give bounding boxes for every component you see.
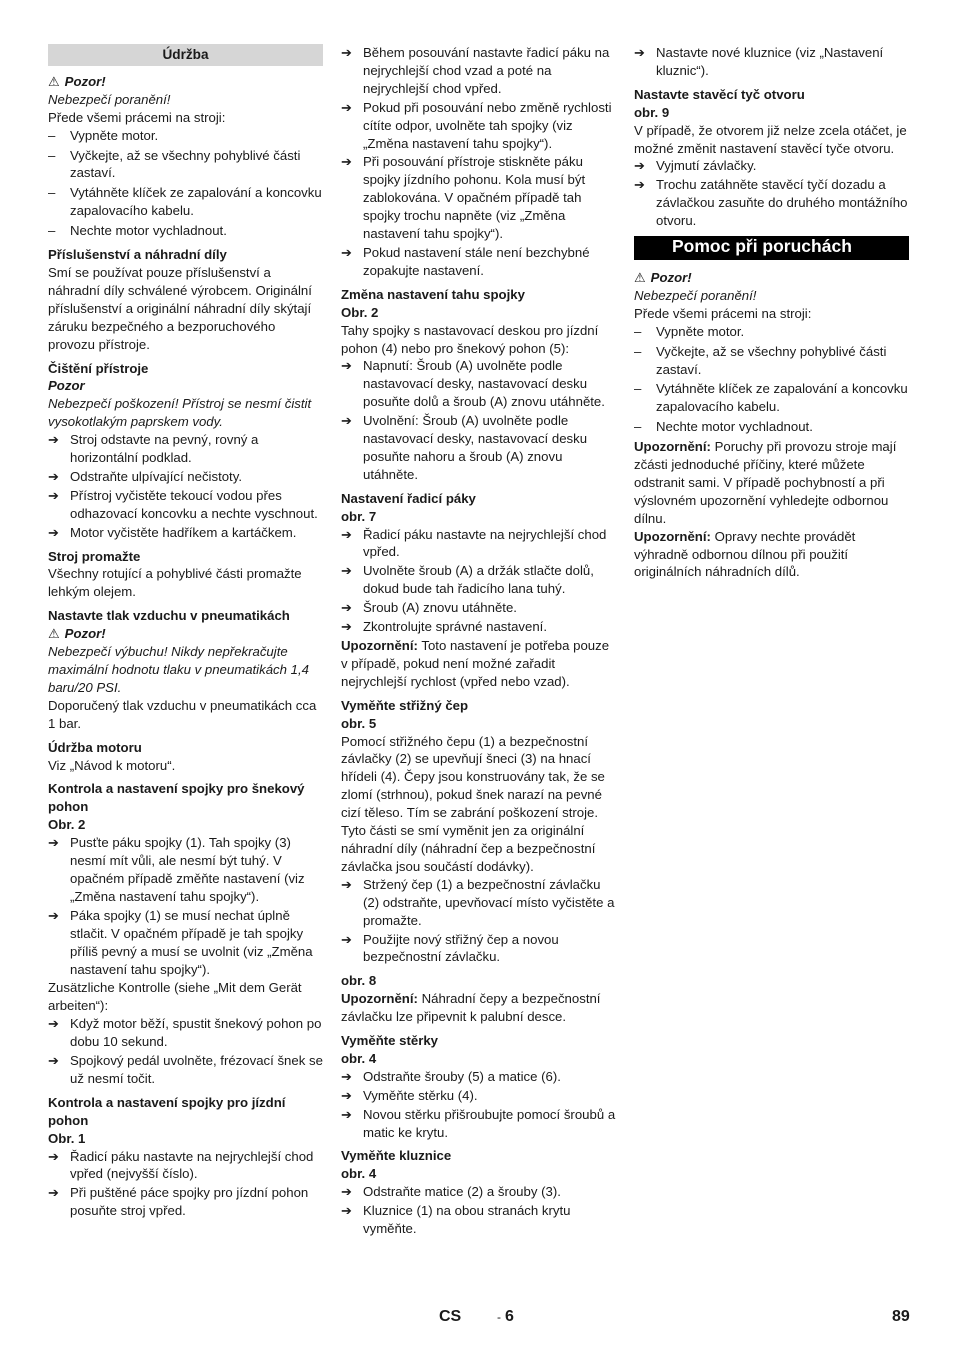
column-2 [341,44,616,1239]
paragraph: Zusätzliche Kontrolle (siehe „Mit dem Gerät arbeiten“): [48,980,302,1014]
list-item: ➔ Zkontrolujte správné nastavení. [341,619,547,635]
list-item: ➔ Pusťte páku spojky (1). Tah spojky (3) nesmí mít vůli, ale nesmí být tuhý. V opačném případě změňte nastavení (viz „Změna nastavení tahu spojky“). [48,835,305,904]
heading-promazte: Stroj promažte [48,548,141,564]
list-item: ➔ Stroj odstavte na pevný, rovný a horizontální podklad. [48,432,259,466]
danger-text: Nebezpečí poranění! [48,91,171,107]
note-paragraph: Upozornění: Opravy nechte provádět výhradně odbornou dílnou při použití originálních náhradních dílů. [634,528,856,580]
note-paragraph: Upozornění: Náhradní čepy a bezpečnostní závlačku lze připevnit k palubní desce. [341,991,601,1025]
arrow-icon: ➔ [341,600,353,616]
heading-kluznice: Vyměňte kluznice [341,1148,452,1164]
arrow-icon: ➔ [48,907,60,923]
note-paragraph: Upozornění: Toto nastavení je potřeba pouze v případě, pokud není možné zařadit nejrychlejší rychlost (vpřed nebo vzad). [341,638,610,689]
figure-ref: Obr. 2 [48,817,86,833]
heading-sterky: Vyměňte stěrky [341,1033,439,1049]
figure-ref: obr. 7 [341,508,377,524]
figure-ref: obr. 5 [341,715,377,731]
arrow-icon: ➔ [48,487,60,503]
list-item: ➔ Řadicí páku nastavte na nejrychlejší chod vpřed. [341,526,607,560]
arrow-icon: ➔ [341,45,353,60]
list-item: ➔ Použijte nový střižný čep a novou bezpečnostní závlačku. [341,931,559,965]
warning-heading: Pozor [48,378,85,394]
heading-snek: Kontrola a nastavení spojky pro šnekový pohon [48,781,305,815]
list-item: – Vytáhněte klíček ze zapalování a koncovku zapalovacího kabelu. [48,185,322,219]
paragraph: V případě, že otvorem již nelze zcela otáčet, je možné změnit nastavení stavěcí tyče otvoru. [634,122,907,156]
paragraph: Tahy spojky s nastavovací deskou pro jízdní pohon (4) nebo pro šnekový pohon (5): [341,322,599,356]
arrow-icon: ➔ [341,154,353,170]
arrow-icon: ➔ [341,244,353,260]
list-item: ➔ Trochu zatáhněte stavěcí tyčí dozadu a závlačkou zasuňte do druhého montážního otvoru. [634,177,908,229]
arrow-icon: ➔ [341,1203,353,1219]
warning-triangle-icon: ⚠ [634,269,646,285]
heading-tlak: Nastavte tlak vzduchu v pneumatikách [48,608,290,624]
figure-ref: obr. 9 [634,104,670,120]
list-item: ➔ Odstraňte ulpívající nečistoty. [48,468,243,484]
list-item: ➔ Šroub (A) znovu utáhněte. [341,600,517,616]
warning-heading: ⚠ Pozor! [48,626,106,642]
column-3 [634,44,909,581]
arrow-icon: ➔ [341,99,353,115]
arrow-icon: ➔ [341,619,353,635]
warning-heading: ⚠ Pozor! [48,73,106,89]
list-item: – Vyčkejte, až se všechny pohyblivé části zastaví. [48,147,301,181]
paragraph: Doporučený tlak vzduchu v pneumatikách cca 1 bar. [48,697,317,731]
list-item: ➔ Přístroj vyčistěte tekoucí vodou přes odhazovací koncovku a nechte vyschnout. [48,487,318,521]
danger-text: Nebezpečí výbuchu! Nikdy nepřekračujte maximální hodnotu tlaku v pneumatikách 1,4 baru/20 PSI. [48,644,309,695]
arrow-icon: ➔ [634,45,646,60]
arrow-icon: ➔ [341,931,353,947]
arrow-icon: ➔ [48,524,60,540]
arrow-icon: ➔ [48,1053,60,1069]
list-item: ➔ Kluznice (1) na obou stranách krytu vyměňte. [341,1203,571,1237]
list-item: – Nechte motor vychladnout. [48,223,227,239]
list-item: ➔ Vyměňte stěrku (4). [341,1087,478,1103]
list-item: – Vypněte motor. [634,323,745,339]
arrow-icon: ➔ [341,563,353,579]
list-item: ➔ Když motor běží, spustit šnekový pohon po dobu 10 sekund. [48,1016,322,1050]
list-item: ➔ Pokud při posouvání nebo změně rychlosti cítíte odpor, uvolněte tah spojky (viz „Změna nastavení tahu spojky“). [341,99,612,151]
arrow-icon: ➔ [634,177,646,193]
list-item: – Vytáhněte klíček ze zapalování a koncovku zapalovacího kabelu. [634,381,908,415]
list-item: ➔ Spojkový pedál uvolněte, frézovací šnek se už nesmí točit. [48,1053,323,1086]
list-item: ➔ Při posouvání přístroje stiskněte páku spojky jízdního pohonu. Kola musí být zablokována. V opačném případě tah spojky trochu napněte (viz „Změna nastavení tahu spojky“). [341,154,586,242]
arrow-icon: ➔ [48,1185,60,1201]
list-item: ➔ Uvolnění: Šroub (A) uvolněte podle nastavovací desky, nastavovací desku posuňte nahoru a šroub (A) znovu utáhněte. [341,413,588,482]
arrow-icon: ➔ [341,1087,353,1103]
section-title-udrzba: Údržba [48,44,323,66]
heading-jizdni: Kontrola a nastavení spojky pro jízdní pohon [48,1094,286,1128]
arrow-icon: ➔ [341,1068,353,1084]
paragraph: Všechny rotující a pohyblivé části promažte lehkým olejem. [48,566,302,600]
list-item: ➔ Odstraňte šrouby (5) a matice (6). [341,1068,561,1084]
list-item: ➔ Napnutí: Šroub (A) uvolněte podle nastavovací desky, nastavovací desku posuňte dolů a šroub (A) znovu utáhněte. [341,358,605,410]
heading-motoru: Údržba motoru [48,739,142,755]
intro-text: Přede všemi prácemi na stroji: [48,109,226,125]
figure-ref: Obr. 1 [48,1130,86,1146]
arrow-icon: ➔ [341,358,353,374]
list-item: ➔ Motor vyčistěte hadříkem a kartáčkem. [48,524,297,540]
list-item: ➔ Nastavte nové kluznice (viz „Nastavení kluznic“). [634,45,884,78]
arrow-icon: ➔ [341,1184,353,1200]
figure-ref: obr. 8 [341,973,377,989]
list-item: ➔ Během posouvání nastavte řadicí páku na nejrychlejší chod vzad a poté na nejrychlejší chod vpřed. [341,45,610,96]
arrow-icon: ➔ [341,413,353,429]
figure-ref: obr. 4 [341,1166,377,1182]
arrow-icon: ➔ [48,835,60,851]
figure-ref: Obr. 2 [341,304,379,320]
paragraph: Smí se používat pouze příslušenství a náhradní díly schválené výrobcem. Originální příslušenství a originální náhradní díly skýtají záruku bezpečného a bezporuchového provozu přístroje. [48,264,312,352]
list-item: ➔ Stržený čep (1) a bezpečnostní závlačku (2) odstraňte, upevňovací místo vyčistěte a promažte. [341,876,615,928]
arrow-icon: ➔ [634,158,646,174]
list-item: ➔ Páka spojky (1) se musí nechat úplně stlačit. V opačném případě je tah spojky příliš pevný a musí se uvolnit (viz „Změna nastavení tahu spojky“). [48,907,313,977]
list-item: ➔ Při puštěné páce spojky pro jízdní pohon posuňte stroj vpřed. [48,1185,309,1219]
arrow-icon: ➔ [48,1016,60,1032]
warning-heading: ⚠ Pozor! [634,269,692,285]
heading-radici: Nastavení řadicí páky [341,490,476,506]
heading-tyc: Nastavte stavěcí tyč otvoru [634,86,805,102]
heading-prislusenstvi: Příslušenství a náhradní díly [48,247,227,263]
warning-triangle-icon: ⚠ [48,626,60,642]
figure-ref: obr. 4 [341,1050,377,1066]
list-item: ➔ Novou stěrku přišroubujte pomocí šroubů a matic ke krytu. [341,1106,616,1140]
list-item: ➔ Řadicí páku nastavte na nejrychlejší chod vpřed (nejvyšší číslo). [48,1148,314,1182]
heading-cep: Vyměňte střižný čep [341,697,469,713]
intro-text: Přede všemi prácemi na stroji: [634,305,812,321]
list-item: ➔ Uvolněte šroub (A) a držák stlačte dolů, dokud bude tah řadicího lana tuhý. [341,563,594,597]
list-item: ➔ Vyjmutí závlačky. [634,158,757,174]
danger-text: Nebezpečí poškození! Přístroj se nesmí čistit vysokotlakým paprskem vody. [48,396,312,430]
column-1 [48,44,323,1221]
paragraph: Pomocí střižného čepu (1) a bezpečnostní závlačky (2) se upevňují šneci (3) na hnací hřídeli (4). Čepy jsou konstruovány tak, že se zlomí (strhnou), pokud šnek narazí na pevné cizí těleso. Tím se zabrání poškození stroje. Tyto části se smí vyměnit jen za originální náhradní díly (náhradní čep a bezpečnostní závlačka jsou součástí dodávky). [341,733,605,874]
arrow-icon: ➔ [341,876,353,892]
list-item: ➔ Pokud nastavení stále není bezchybné zopakujte nastavení. [341,244,590,278]
note-paragraph: Upozornění: Poruchy při provozu stroje mají zčásti jednoduché příčiny, které můžete odstranit sami. V případě pochybností a při výslovném upozornění vyhledejte odbornou dílnu. [634,439,897,526]
arrow-icon: ➔ [48,1148,60,1164]
danger-text: Nebezpečí poranění! [634,287,757,303]
page-number: 89 [892,1308,910,1325]
list-item: ➔ Odstraňte matice (2) a šrouby (3). [341,1184,561,1200]
list-item: – Vypněte motor. [48,127,159,143]
footer-language: CS [439,1308,462,1325]
arrow-icon: ➔ [341,526,353,542]
arrow-icon: ➔ [48,468,60,484]
footer-section-number: - 6 [497,1308,514,1325]
arrow-icon: ➔ [48,432,60,448]
heading-cisteni: Čištění přístroje [48,360,149,376]
paragraph: Viz „Návod k motoru“. [48,757,176,773]
arrow-icon: ➔ [341,1106,353,1122]
heading-zmena: Změna nastavení tahu spojky [341,286,525,302]
section-title-poruchy: Pomoc při poruchách [634,236,909,260]
list-item: – Vyčkejte, až se všechny pohyblivé části zastaví. [634,343,887,377]
warning-triangle-icon: ⚠ [48,73,60,89]
list-item: – Nechte motor vychladnout. [634,419,813,435]
